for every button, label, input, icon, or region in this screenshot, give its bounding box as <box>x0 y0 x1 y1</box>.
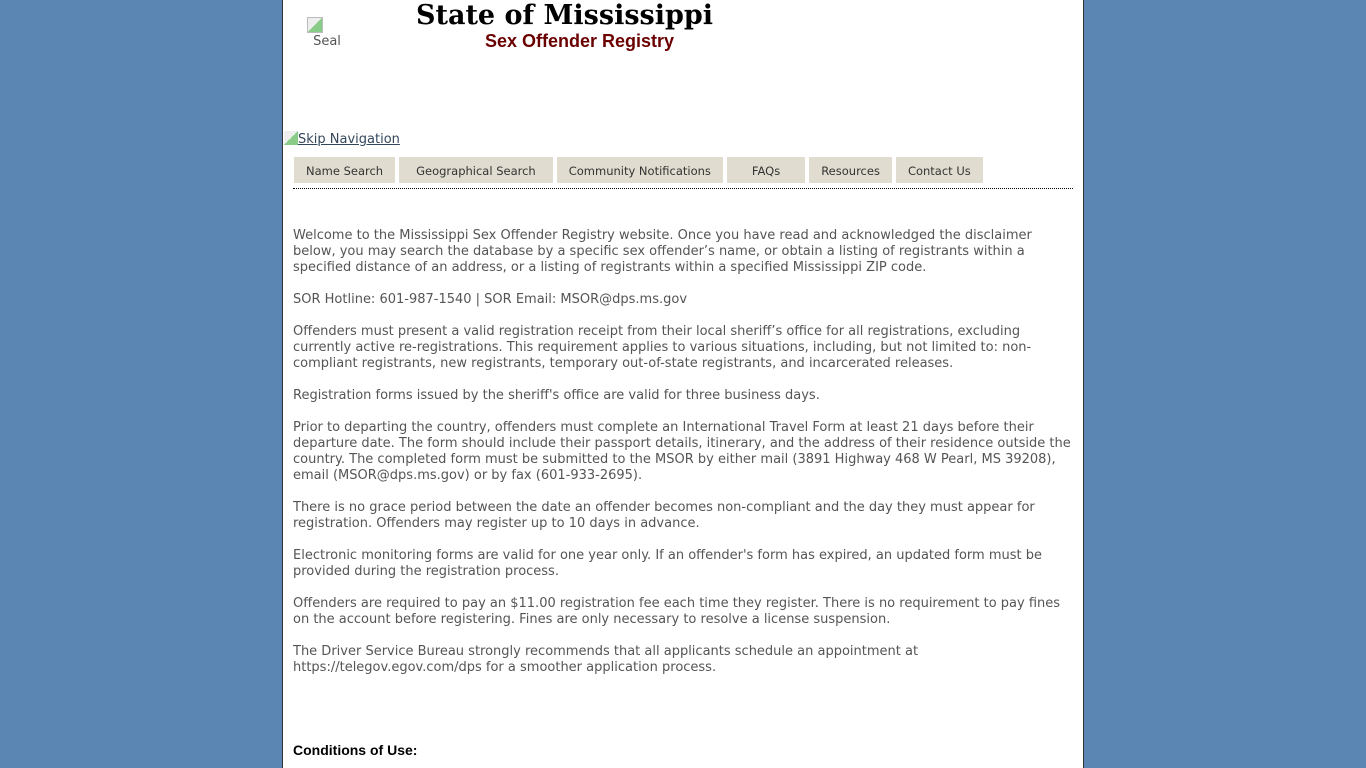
nav-community-notifications[interactable]: Community Notifications <box>557 157 723 183</box>
page-container <box>282 0 1084 768</box>
welcome-content <box>293 228 1075 692</box>
seal-image <box>307 17 347 49</box>
paragraph-travel: Prior to departing the country, offenders must complete an International Travel Form at least 21 days before their departure date. The form should include their passport details, itinerary, and the address of their residence outside the country. The completed form must be submitted to the MSOR by either mail (3891 Highway 468 W Pearl, MS 39208), email (MSOR@dps.ms.gov) or by fax (601-933-2695). <box>293 420 1071 483</box>
main-nav <box>294 157 983 183</box>
paragraph-forms-validity: Registration forms issued by the sheriff's office are valid for three business days. <box>293 388 820 403</box>
nav-contact-us[interactable]: Contact Us <box>896 157 983 183</box>
paragraph-grace-period: There is no grace period between the date an offender becomes non-compliant and the day they must appear for registration. Offenders may register up to 10 days in advance. <box>293 500 1035 531</box>
broken-image-icon <box>307 17 323 33</box>
seal-alt-text: Seal <box>313 34 341 49</box>
site-title: State of Mississippi <box>416 0 714 31</box>
nav-name-search[interactable]: Name Search <box>294 157 395 183</box>
paragraph-contact: SOR Hotline: 601-987-1540 | SOR Email: MSOR@dps.ms.gov <box>293 292 688 307</box>
paragraph-receipt: Offenders must present a valid registration receipt from their local sheriff’s office for all registrations, excluding currently active re-registrations. This requirement applies to various situations, including, but not limited to: non-compliant registrants, new registrants, temporary out-of-state registrants, and incarcerated releases. <box>293 324 1032 371</box>
site-subtitle: Sex Offender Registry <box>484 31 674 51</box>
nav-geographical-search[interactable]: Geographical Search <box>399 157 553 183</box>
paragraph-fee: Offenders are required to pay an $11.00 registration fee each time they register. There is no requirement to pay fines on the account before registering. Fines are only necessary to resolve a license suspension. <box>293 596 1061 627</box>
conditions-heading: Conditions of Use: <box>293 742 418 758</box>
broken-image-icon <box>284 131 298 145</box>
paragraph-appointment: The Driver Service Bureau strongly recommends that all applicants schedule an appointment at https://telegov.egov.com/dps for a smoother application process. <box>293 644 919 675</box>
paragraph-welcome: Welcome to the Mississippi Sex Offender Registry website. Once you have read and acknowledged the disclaimer below, you may search the database by a specific sex offender’s name, or obtain a listing of registrants within a specified distance of an address, or a listing of registrants within a specified Mississippi ZIP code. <box>293 228 1032 275</box>
nav-faqs[interactable]: FAQs <box>727 157 805 183</box>
nav-divider <box>293 188 1073 189</box>
skip-navigation-label: Skip Navigation <box>298 132 400 147</box>
skip-navigation-link[interactable] <box>284 131 400 147</box>
paragraph-monitoring: Electronic monitoring forms are valid for one year only. If an offender's form has expired, an updated form must be provided during the registration process. <box>293 548 1043 579</box>
nav-resources[interactable]: Resources <box>809 157 892 183</box>
